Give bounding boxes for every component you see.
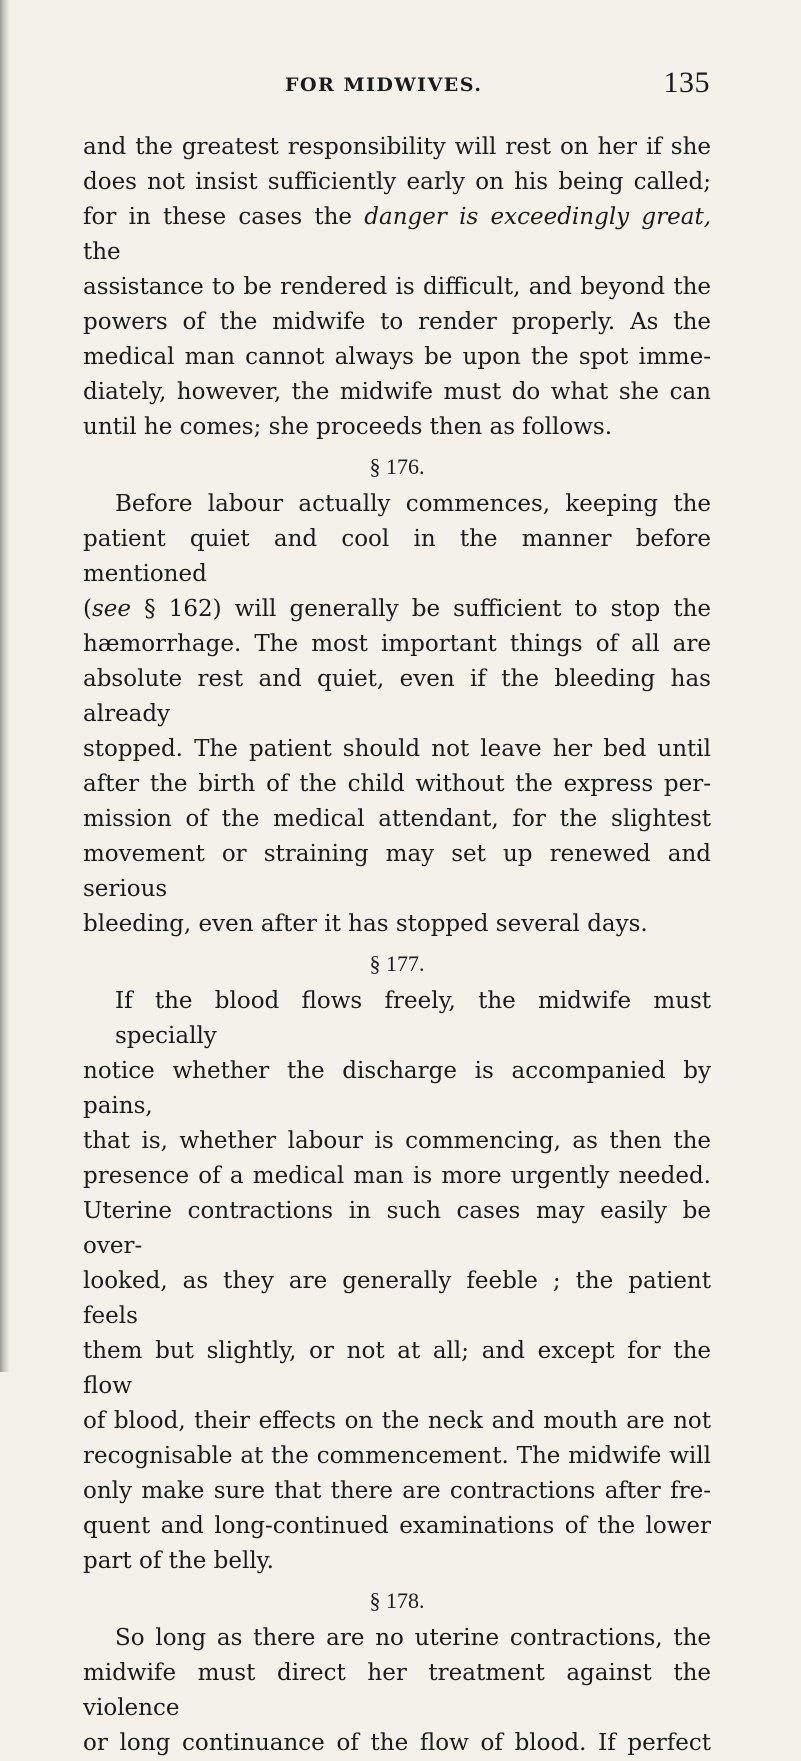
- running-title: FOR MIDWIVES.: [285, 74, 483, 96]
- section-heading-176: § 176.: [369, 454, 425, 479]
- text-line: after the birth of the child without the express per-: [83, 771, 711, 797]
- text-line: quent and long-continued examinations of the lower: [83, 1513, 711, 1539]
- text-line: recognisable at the commencement. The midwife will: [83, 1443, 711, 1469]
- section-heading-178: § 178.: [369, 1588, 425, 1613]
- text-line: mission of the medical attendant, for the slightest: [83, 806, 711, 832]
- text-line: (see § 162) will generally be sufficient to stop the: [83, 596, 712, 622]
- text-line: stopped. The patient should not leave her bed until: [83, 736, 711, 762]
- text-line: them but slightly, or not at all; and except for the flow: [83, 1338, 711, 1399]
- text-line: Before labour actually commences, keeping the: [115, 491, 711, 517]
- page-header: [100, 62, 710, 112]
- text-line: movement or straining may set up renewed and serious: [83, 841, 711, 902]
- text-line: notice whether the discharge is accompanied by pains,: [83, 1058, 711, 1119]
- text-line: does not insist sufficiently early on his being called;: [83, 169, 711, 195]
- text-line: If the blood flows freely, the midwife must specially: [115, 988, 711, 1049]
- text-line: or long continuance of the flow of blood. If perfect: [83, 1730, 711, 1756]
- text-line: looked, as they are generally feeble ; the patient feels: [83, 1268, 711, 1329]
- text-line: presence of a medical man is more urgently needed.: [83, 1163, 711, 1189]
- text-line: assistance to be rendered is difficult, and beyond the: [83, 274, 711, 300]
- text-line: medical man cannot always be upon the spot imme-: [83, 344, 711, 370]
- text-line: only make sure that there are contractions after fre-: [83, 1478, 711, 1504]
- text-line: powers of the midwife to render properly. As the: [83, 309, 711, 335]
- paragraph-section-178: [83, 1621, 711, 1761]
- text-line: of blood, their effects on the neck and mouth are not: [83, 1408, 711, 1434]
- text-line: Uterine contractions in such cases may easily be over-: [83, 1198, 711, 1259]
- text-line: patient quiet and cool in the manner before mentioned: [83, 526, 711, 587]
- text-line: So long as there are no uterine contractions, the: [115, 1625, 711, 1651]
- section-heading-177: § 177.: [369, 951, 425, 976]
- page-binding-edge: [0, 0, 10, 1372]
- text-line: absolute rest and quiet, even if the bleeding has already: [83, 666, 711, 727]
- text-line: diately, however, the midwife must do what she can: [83, 379, 711, 405]
- paragraph-section-176: [83, 487, 711, 942]
- text-line: and the greatest responsibility will rest on her if she: [83, 134, 711, 160]
- text-line: bleeding, even after it has stopped several days.: [83, 911, 648, 937]
- paragraph-section-177: [83, 984, 711, 1579]
- paragraph-continuation: [83, 130, 711, 445]
- page-body: [83, 130, 711, 1761]
- text-line: part of the belly.: [83, 1548, 274, 1574]
- text-line: until he comes; she proceeds then as follows.: [83, 414, 613, 440]
- page-number: 135: [663, 66, 710, 99]
- emphasis-text: danger is exceedingly great,: [364, 204, 712, 230]
- text-line: hæmorrhage. The most important things of all are: [83, 631, 711, 657]
- emphasis-text: see: [91, 596, 132, 622]
- text-line: for in these cases the danger is exceedingly great, the: [83, 204, 712, 265]
- text-line: that is, whether labour is commencing, as then the: [83, 1128, 711, 1154]
- text-line: midwife must direct her treatment against the violence: [83, 1660, 711, 1721]
